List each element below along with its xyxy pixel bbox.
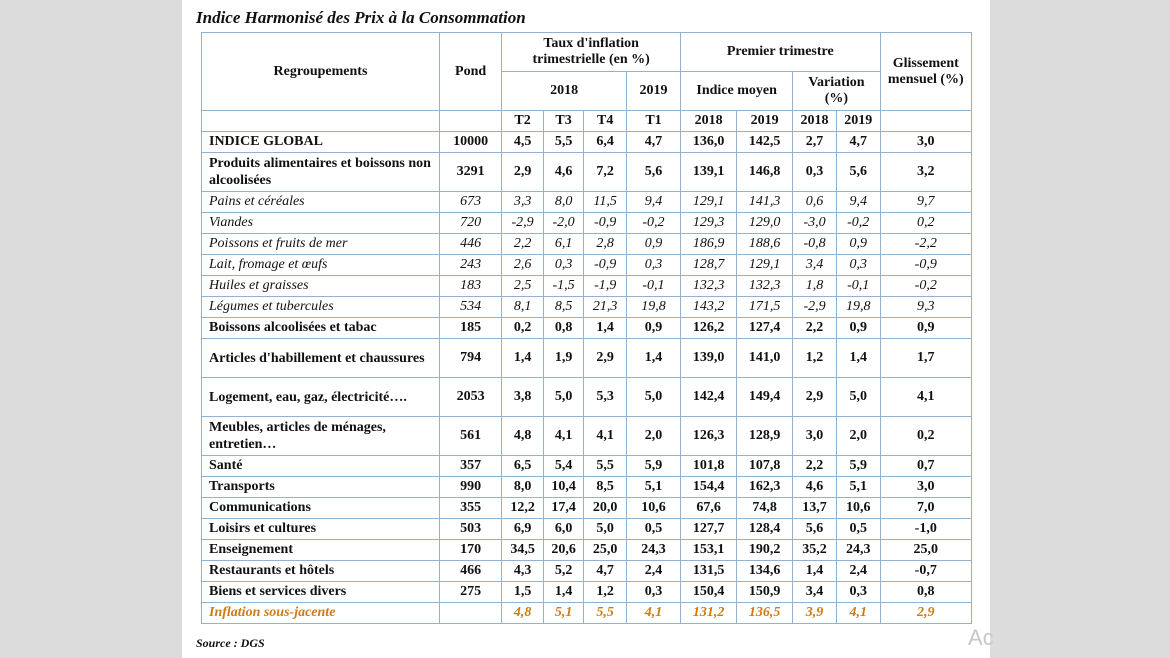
header-taux-inflation: Taux d'inflation trimestrielle (en %) [502,33,681,72]
row-label: Restaurants et hôtels [202,561,440,582]
cell-variation-2018: 3,0 [793,417,837,456]
cell-t1-2019: 0,9 [626,318,680,339]
cell-t2-2018: 6,5 [502,456,544,477]
cell-pond: 534 [439,297,501,318]
cell-t1-2019: -0,2 [626,213,680,234]
cell-t3-2018: 1,4 [543,582,584,603]
cell-variation-2019: 19,8 [836,297,880,318]
cell-indice-2019: 129,0 [737,213,793,234]
cell-pond: 990 [439,477,501,498]
cell-t2-2018: 1,5 [502,582,544,603]
cell-t3-2018: -1,5 [543,276,584,297]
cell-t4-2018: 21,3 [584,297,627,318]
row-label: Viandes [202,213,440,234]
cell-t1-2019: 5,6 [626,153,680,192]
cell-glissement: 1,7 [880,339,971,378]
cell-variation-2019: 5,1 [836,477,880,498]
cell-indice-2018: 128,7 [681,255,737,276]
cell-indice-2018: 139,0 [681,339,737,378]
table-body [202,132,972,624]
cell-variation-2019: 4,7 [836,132,880,153]
cell-t3-2018: 5,1 [543,603,584,624]
header-pond: Pond [439,33,501,111]
row-label: Biens et services divers [202,582,440,603]
cell-glissement: 0,2 [880,417,971,456]
cell-t4-2018: 5,5 [584,456,627,477]
cell-indice-2019: 149,4 [737,378,793,417]
cell-glissement: -0,2 [880,276,971,297]
cell-variation-2018: 2,2 [793,456,837,477]
cell-indice-2019: 188,6 [737,234,793,255]
cell-t4-2018: -0,9 [584,213,627,234]
cell-t1-2019: 2,4 [626,561,680,582]
cell-pond: 275 [439,582,501,603]
table-row [202,477,972,498]
row-label: Huiles et graisses [202,276,440,297]
table-row [202,276,972,297]
table-row [202,318,972,339]
document-title: Indice Harmonisé des Prix à la Consommation [196,8,526,27]
cell-t3-2018: 0,3 [543,255,584,276]
cell-t2-2018: 3,8 [502,378,544,417]
cell-indice-2019: 74,8 [737,498,793,519]
row-label: Produits alimentaires et boissons non alcoolisées [202,153,440,192]
cell-t3-2018: 5,2 [543,561,584,582]
cell-indice-2018: 101,8 [681,456,737,477]
row-label: Santé [202,456,440,477]
cell-t3-2018: 1,9 [543,339,584,378]
row-label: Articles d'habillement et chaussures [202,339,440,378]
cell-t3-2018: 4,6 [543,153,584,192]
cell-t1-2019: 9,4 [626,192,680,213]
cell-t4-2018: 11,5 [584,192,627,213]
cell-t2-2018: 2,9 [502,153,544,192]
header-row-3 [202,111,972,132]
cell-indice-2018: 129,3 [681,213,737,234]
cell-variation-2018: 3,4 [793,255,837,276]
cell-t4-2018: 2,8 [584,234,627,255]
cell-pond: 2053 [439,378,501,417]
table-row [202,417,972,456]
cell-variation-2018: 2,2 [793,318,837,339]
cell-pond: 357 [439,456,501,477]
cell-variation-2018: 5,6 [793,519,837,540]
header-blank [439,111,501,132]
cell-t1-2019: 10,6 [626,498,680,519]
table-row [202,234,972,255]
cell-t1-2019: 4,7 [626,132,680,153]
cell-indice-2018: 136,0 [681,132,737,153]
header-premier-trimestre: Premier trimestre [681,33,881,72]
table-row [202,297,972,318]
cell-glissement: -0,9 [880,255,971,276]
cell-variation-2018: 1,4 [793,561,837,582]
cell-indice-2019: 141,3 [737,192,793,213]
cell-t4-2018: 4,7 [584,561,627,582]
cell-pond: 243 [439,255,501,276]
cell-variation-2019: 0,5 [836,519,880,540]
cell-t1-2019: 0,9 [626,234,680,255]
cell-t2-2018: 4,3 [502,561,544,582]
cell-variation-2018: 1,2 [793,339,837,378]
cell-variation-2019: 0,3 [836,582,880,603]
cell-indice-2018: 129,1 [681,192,737,213]
cell-t4-2018: 6,4 [584,132,627,153]
cell-variation-2018: 0,3 [793,153,837,192]
source-note: Source : DGS [196,636,265,650]
cell-t4-2018: -1,9 [584,276,627,297]
header-variation: Variation (%) [793,72,880,111]
table-row [202,132,972,153]
cell-t2-2018: 2,5 [502,276,544,297]
cell-t1-2019: 0,3 [626,582,680,603]
cell-glissement: 0,8 [880,582,971,603]
cell-indice-2019: 132,3 [737,276,793,297]
cell-t3-2018: 4,1 [543,417,584,456]
cell-t3-2018: 0,8 [543,318,584,339]
table-row [202,153,972,192]
cell-t4-2018: 7,2 [584,153,627,192]
cell-pond: 673 [439,192,501,213]
row-label: Inflation sous-jacente [202,603,440,624]
cell-glissement: 3,0 [880,477,971,498]
cell-indice-2018: 153,1 [681,540,737,561]
row-label: INDICE GLOBAL [202,132,440,153]
cell-t2-2018: 8,0 [502,477,544,498]
cell-variation-2019: 24,3 [836,540,880,561]
cell-indice-2018: 67,6 [681,498,737,519]
cell-t4-2018: 4,1 [584,417,627,456]
header-blank [880,111,971,132]
cpi-table [201,32,972,624]
cell-t1-2019: 4,1 [626,603,680,624]
cell-t1-2019: 19,8 [626,297,680,318]
cell-t3-2018: 8,0 [543,192,584,213]
cell-variation-2019: 0,3 [836,255,880,276]
cell-t2-2018: -2,9 [502,213,544,234]
table-row [202,519,972,540]
header-sub-indice-2019: 2019 [737,111,793,132]
cell-t4-2018: -0,9 [584,255,627,276]
cell-indice-2019: 146,8 [737,153,793,192]
cell-variation-2019: 1,4 [836,339,880,378]
row-label: Lait, fromage et œufs [202,255,440,276]
cell-t1-2019: 2,0 [626,417,680,456]
cell-variation-2019: 5,0 [836,378,880,417]
cell-indice-2018: 126,2 [681,318,737,339]
cell-glissement: 3,0 [880,132,971,153]
cell-indice-2019: 129,1 [737,255,793,276]
cell-t2-2018: 8,1 [502,297,544,318]
cell-t2-2018: 4,5 [502,132,544,153]
cell-glissement: 3,2 [880,153,971,192]
cell-t2-2018: 1,4 [502,339,544,378]
cell-t4-2018: 8,5 [584,477,627,498]
cell-variation-2018: -3,0 [793,213,837,234]
cell-indice-2018: 131,2 [681,603,737,624]
cell-glissement: 25,0 [880,540,971,561]
cell-t2-2018: 3,3 [502,192,544,213]
header-blank [202,111,440,132]
header-glissement-mensuel: Glissement mensuel (%) [880,33,971,111]
table-row [202,378,972,417]
watermark: Ac [968,625,994,650]
cell-indice-2019: 141,0 [737,339,793,378]
cell-t4-2018: 25,0 [584,540,627,561]
cell-t1-2019: 5,0 [626,378,680,417]
cell-variation-2019: 0,9 [836,234,880,255]
cell-indice-2018: 150,4 [681,582,737,603]
header-row-1 [202,33,972,72]
cell-t2-2018: 4,8 [502,603,544,624]
row-label: Pains et céréales [202,192,440,213]
cell-pond [439,603,501,624]
header-regroupements: Regroupements [202,33,440,111]
row-label: Transports [202,477,440,498]
cell-indice-2018: 127,7 [681,519,737,540]
cell-indice-2019: 150,9 [737,582,793,603]
cell-indice-2018: 154,4 [681,477,737,498]
header-sub-t2: T2 [502,111,544,132]
cell-t4-2018: 2,9 [584,339,627,378]
cell-pond: 183 [439,276,501,297]
cell-variation-2018: 2,7 [793,132,837,153]
cell-pond: 355 [439,498,501,519]
cell-glissement: 2,9 [880,603,971,624]
cell-variation-2019: 10,6 [836,498,880,519]
cell-glissement: 0,7 [880,456,971,477]
cell-pond: 466 [439,561,501,582]
cell-pond: 794 [439,339,501,378]
cell-pond: 503 [439,519,501,540]
cell-t3-2018: 17,4 [543,498,584,519]
row-label: Légumes et tubercules [202,297,440,318]
cell-indice-2018: 143,2 [681,297,737,318]
cell-variation-2018: 3,4 [793,582,837,603]
table-row [202,540,972,561]
cell-indice-2018: 142,4 [681,378,737,417]
cell-glissement: -1,0 [880,519,971,540]
cell-t4-2018: 1,2 [584,582,627,603]
cell-variation-2018: 4,6 [793,477,837,498]
cell-variation-2018: 1,8 [793,276,837,297]
cell-variation-2019: 2,0 [836,417,880,456]
row-label: Poissons et fruits de mer [202,234,440,255]
table-row [202,213,972,234]
cell-indice-2019: 127,4 [737,318,793,339]
cell-glissement: 4,1 [880,378,971,417]
cell-variation-2019: 5,6 [836,153,880,192]
table-row [202,456,972,477]
cell-variation-2019: 5,9 [836,456,880,477]
cell-t2-2018: 12,2 [502,498,544,519]
cell-indice-2018: 139,1 [681,153,737,192]
cell-t3-2018: 5,4 [543,456,584,477]
cell-indice-2018: 126,3 [681,417,737,456]
header-sub-t3: T3 [543,111,584,132]
cell-t2-2018: 0,2 [502,318,544,339]
header-sub-variation-2018: 2018 [793,111,837,132]
cell-t2-2018: 34,5 [502,540,544,561]
cell-t1-2019: 0,3 [626,255,680,276]
row-label: Loisirs et cultures [202,519,440,540]
cell-variation-2018: 35,2 [793,540,837,561]
row-label: Boissons alcoolisées et tabac [202,318,440,339]
cell-t4-2018: 5,5 [584,603,627,624]
cell-glissement: 0,9 [880,318,971,339]
cell-t4-2018: 1,4 [584,318,627,339]
cell-variation-2018: -0,8 [793,234,837,255]
header-sub-variation-2019: 2019 [836,111,880,132]
cell-t3-2018: 10,4 [543,477,584,498]
cell-variation-2018: 13,7 [793,498,837,519]
table-row [202,255,972,276]
cell-t3-2018: 6,1 [543,234,584,255]
cell-indice-2018: 132,3 [681,276,737,297]
cell-pond: 170 [439,540,501,561]
cell-t3-2018: 8,5 [543,297,584,318]
cell-t1-2019: 1,4 [626,339,680,378]
cell-t3-2018: 5,0 [543,378,584,417]
cell-variation-2018: 2,9 [793,378,837,417]
cell-indice-2019: 128,9 [737,417,793,456]
cell-t1-2019: 5,9 [626,456,680,477]
cell-variation-2018: 3,9 [793,603,837,624]
cell-t1-2019: 24,3 [626,540,680,561]
cell-variation-2019: 2,4 [836,561,880,582]
cell-indice-2018: 131,5 [681,561,737,582]
cell-indice-2019: 107,8 [737,456,793,477]
cell-glissement: -0,7 [880,561,971,582]
header-sub-t1: T1 [626,111,680,132]
table-row [202,192,972,213]
table-row [202,339,972,378]
header-indice-moyen: Indice moyen [681,72,793,111]
header-sub-indice-2018: 2018 [681,111,737,132]
cell-t4-2018: 20,0 [584,498,627,519]
cell-glissement: 9,3 [880,297,971,318]
cell-t1-2019: 0,5 [626,519,680,540]
cell-pond: 185 [439,318,501,339]
row-label: Enseignement [202,540,440,561]
row-label: Meubles, articles de ménages, entretien… [202,417,440,456]
table-row [202,603,972,624]
cell-glissement: -2,2 [880,234,971,255]
row-label: Logement, eau, gaz, électricité…. [202,378,440,417]
cell-pond: 446 [439,234,501,255]
cell-t1-2019: 5,1 [626,477,680,498]
table-row [202,561,972,582]
cell-variation-2019: -0,2 [836,213,880,234]
cell-t1-2019: -0,1 [626,276,680,297]
cell-t4-2018: 5,3 [584,378,627,417]
cell-indice-2019: 128,4 [737,519,793,540]
row-label: Communications [202,498,440,519]
cell-indice-2019: 142,5 [737,132,793,153]
cell-pond: 3291 [439,153,501,192]
header-sub-t4: T4 [584,111,627,132]
cell-pond: 561 [439,417,501,456]
cell-indice-2019: 134,6 [737,561,793,582]
cell-glissement: 9,7 [880,192,971,213]
cell-variation-2019: -0,1 [836,276,880,297]
cell-variation-2019: 9,4 [836,192,880,213]
cell-pond: 10000 [439,132,501,153]
cell-indice-2019: 190,2 [737,540,793,561]
cell-indice-2018: 186,9 [681,234,737,255]
cell-t4-2018: 5,0 [584,519,627,540]
cell-t2-2018: 4,8 [502,417,544,456]
table-row [202,582,972,603]
header-year-2019: 2019 [626,72,680,111]
cell-t2-2018: 2,2 [502,234,544,255]
cell-variation-2019: 0,9 [836,318,880,339]
cell-t3-2018: 5,5 [543,132,584,153]
table-row [202,498,972,519]
cell-variation-2018: -2,9 [793,297,837,318]
cell-t2-2018: 2,6 [502,255,544,276]
cell-t2-2018: 6,9 [502,519,544,540]
cell-t3-2018: 6,0 [543,519,584,540]
cell-indice-2019: 162,3 [737,477,793,498]
cell-indice-2019: 171,5 [737,297,793,318]
cell-variation-2019: 4,1 [836,603,880,624]
cell-t3-2018: -2,0 [543,213,584,234]
cell-indice-2019: 136,5 [737,603,793,624]
cell-pond: 720 [439,213,501,234]
cell-variation-2018: 0,6 [793,192,837,213]
cell-t3-2018: 20,6 [543,540,584,561]
cell-glissement: 0,2 [880,213,971,234]
header-year-2018: 2018 [502,72,627,111]
cell-glissement: 7,0 [880,498,971,519]
